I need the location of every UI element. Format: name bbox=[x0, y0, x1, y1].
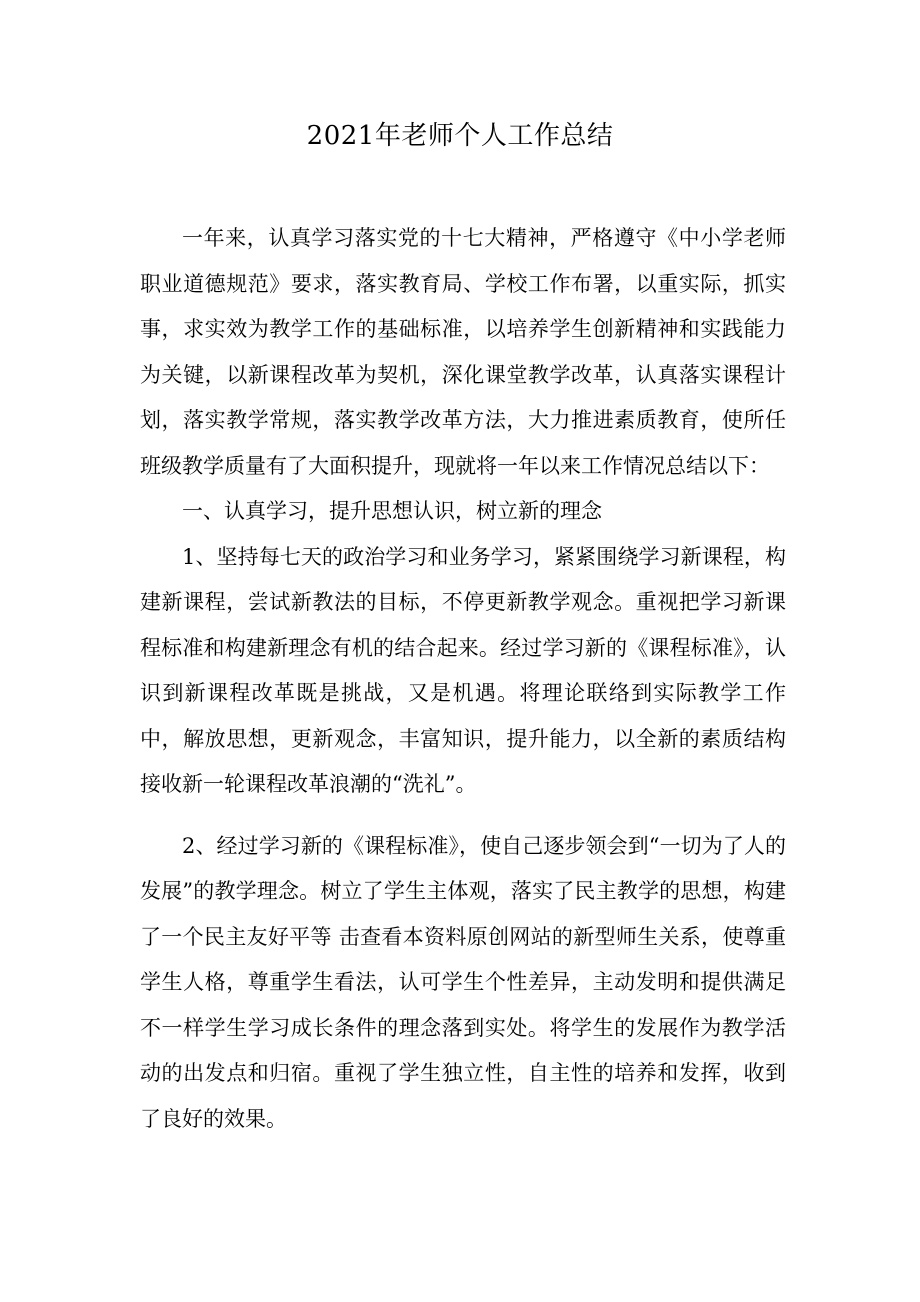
document-title: 2021年老师个人工作总结 bbox=[306, 121, 614, 151]
section-heading-1: 一、认真学习，提升思想认识，树立新的理念 bbox=[182, 499, 602, 523]
intro-paragraph: 一年来，认真学习落实党的十七大精神，严格遵守《中小学老师职业道德规范》要求，落实教育局、学校工作布署，以重实际，抓实事，求实效为教学工作的基础标准，以培养学生创新精神和实践能力为关键，以新课程改革为契机，深化课堂教学改革，认真落实课程计划，落实教学常规，落实教学改革方法，大力推进素质教育，使所任班级教学质量有了大面积提升，现就将一年以来工作情况总结以下： bbox=[140, 226, 786, 478]
paragraph-item-2: 2、经过学习新的《课程标准》，使自己逐步领会到“一切为了人的发展”的教学理念。树立了学生主体观，落实了民主教学的思想，构建了一个民主友好平等 击查看本资料原创网站的新型师生关系，使尊重学生人格，尊重学生看法，认可学生个性差异，主动发明和提供满足不一样学生学习成长条件的理念落到实处。将学生的发展作为教学活动的出发点和归宿。重视了学生独立性，自主性的培养和发挥，收到了良好的效果。 bbox=[140, 833, 786, 1131]
document-body bbox=[140, 216, 786, 1142]
paragraph-item-1: 1、坚持每七天的政治学习和业务学习，紧紧围绕学习新课程，构建新课程，尝试新教法的目标，不停更新教学观念。重视把学习新课程标准和构建新理念有机的结合起来。经过学习新的《课程标准》，认识到新课程改革既是挑战，又是机遇。将理论联络到实际教学工作中，解放思想，更新观念，丰富知识，提升能力，以全新的素质结构接收新一轮课程改革浪潮的“洗礼”。 bbox=[140, 544, 786, 796]
